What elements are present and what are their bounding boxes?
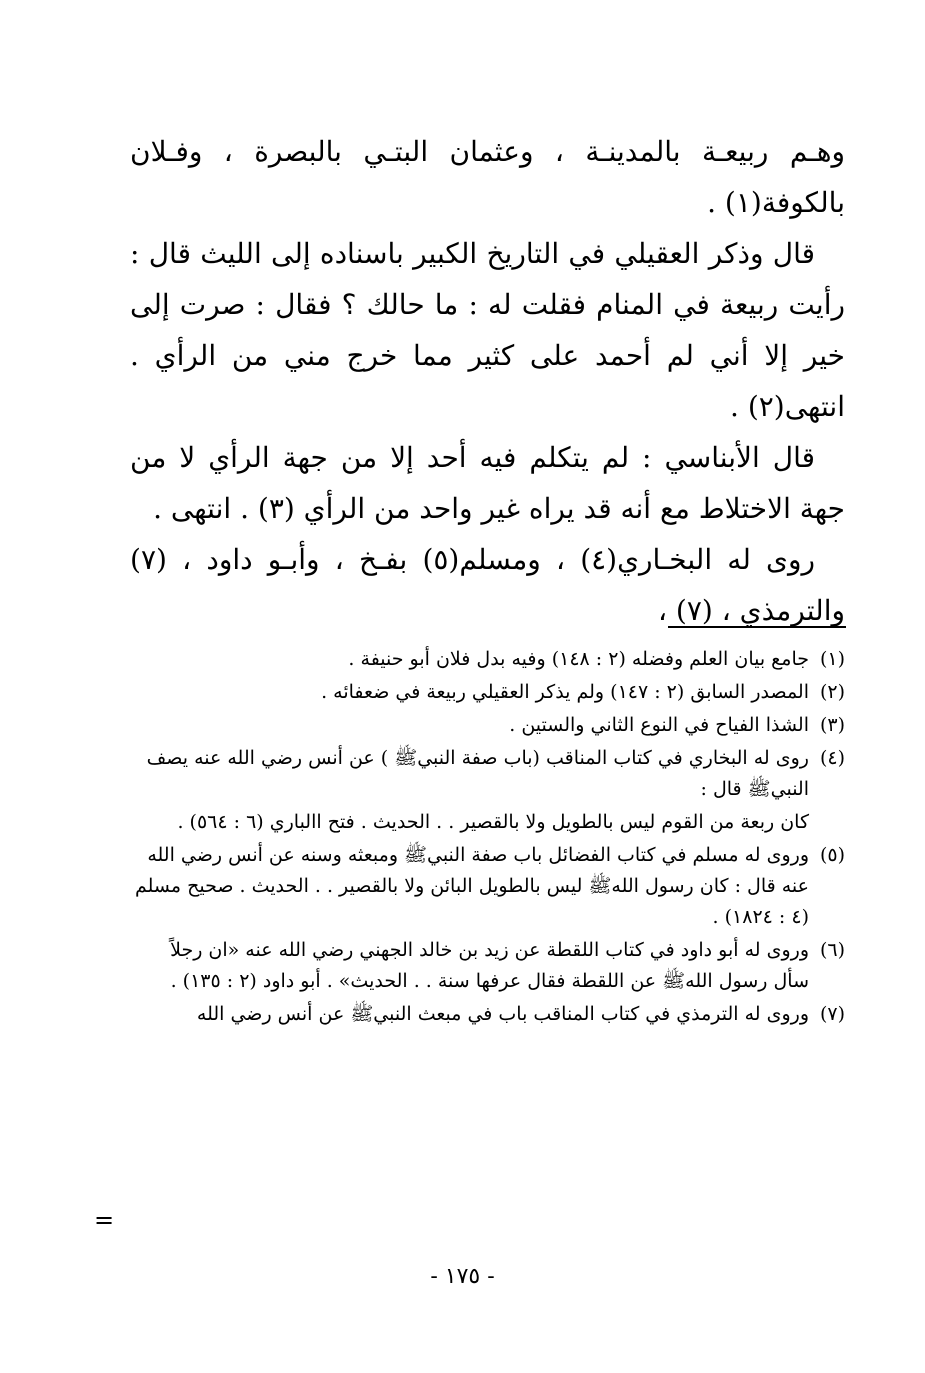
footnote-5 — [130, 840, 845, 933]
footnote-6 — [130, 935, 845, 997]
footnote-4 — [130, 743, 845, 805]
footnote-text: وروى له مسلم في كتاب الفضائل باب صفة النبيﷺ ومبعثه وسنه عن أنس رضي الله عنه قال : كان رسول اللهﷺ ليس بالطويل البائن ولا بالقصير . . الحديث . صحيح مسلم (٤ : ١٨٢٤) . — [134, 844, 809, 928]
footnote-text: روى له البخاري في كتاب المناقب (باب صفة النبيﷺ ) عن أنس رضي الله عنه يصف النبيﷺ قال : — [146, 747, 809, 800]
footnote-text: جامع بيان العلم وفضله (٢ : ١٤٨) وفيه بدل فلان أبو حنيفة . — [348, 648, 809, 670]
footnote-text: وروى له الترمذي في كتاب المناقب باب في مبعث النبيﷺ عن أنس رضي الله — [196, 1003, 809, 1025]
footnote-number: (٦) — [819, 939, 845, 961]
footnote-2 — [130, 677, 845, 708]
footnote-4-continued: كان ربعة من القوم ليس بالطويل ولا بالقصير . . الحديث . فتح االباري (٦ : ٥٦٤) . — [177, 811, 809, 833]
footnote-7 — [130, 999, 845, 1030]
paragraph-1: وهـم ربيعـة بالمدينـة ، وعثمان البتـي بالبصرة ، وفـلان بالكوفة(١) . — [130, 135, 845, 219]
main-text — [130, 126, 845, 636]
footnote-text: الشذا الفياح في النوع الثاني والستين . — [509, 714, 809, 736]
footnote-text: المصدر السابق (٢ : ١٤٧) ولم يذكر العقيلي ربيعة في ضعفائه . — [321, 681, 809, 703]
footnote-number: (١) — [819, 648, 845, 670]
continuation-mark: = — [94, 1206, 115, 1234]
footnote-number: (٢) — [819, 681, 845, 703]
paragraph-3: قال الأبناسي : لم يتكلم فيه أحد إلا من جهة الرأي لا من جهة الاختلاط مع أنه قد يراه غير واحد من الرأي (٣) . انتهى . — [130, 441, 845, 525]
footnote-number: (٤) — [819, 747, 845, 769]
footnote-1 — [130, 644, 845, 675]
footnote-3 — [130, 710, 845, 741]
page-number: - ١٧٥ - — [430, 1264, 495, 1289]
paragraph-2: قال وذكر العقيلي في التاريخ الكبير باسناده إلى الليث قال : رأيت ربيعة في المنام فقلت له : ما حالك ؟ فقال : صرت إلى خير إلا أني لم أحمد على كثير مما خرج مني من الرأي . انتهى(٢) . — [130, 237, 845, 423]
footnote-number: (٥) — [819, 844, 845, 866]
footnote-separator — [668, 626, 846, 628]
footnotes — [130, 644, 845, 1032]
paragraph-4: روى له البخـاري(٤) ، ومسلم(٥) بفـخ ، وأبـو داود ، (٧) والترمذي ، (٧) ، — [130, 543, 845, 627]
footnote-number: (٣) — [819, 714, 845, 736]
footnote-text: وروى له أبو داود في كتاب اللقطة عن زيد بن خالد الجهني رضي الله عنه «ان رجلاً سأل رسول اللهﷺ عن اللقطة فقال عرفها سنة . . الحديث» . أبو داود (٢ : ١٣٥) . — [170, 939, 809, 992]
footnote-number: (٧) — [819, 1003, 845, 1025]
